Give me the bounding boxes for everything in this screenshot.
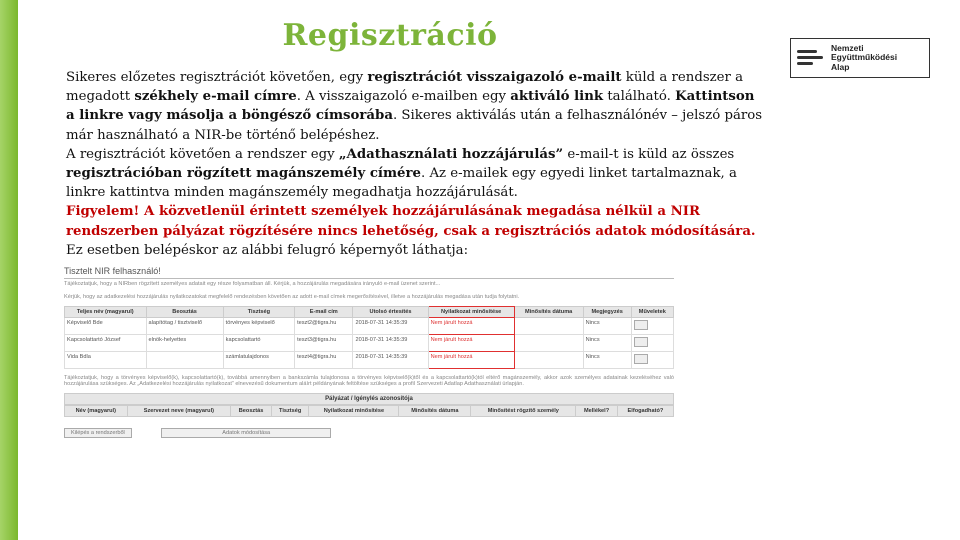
project-table: Név (magyarul) Szervezet neve (magyarul) Beosztás Tisztség Nyilatkozat minősítése Minősítés dátuma Minősítést rögzítő személy Mellékel? Elfogadható? xyxy=(64,405,674,417)
popup-intro: Ez esetben belépéskor az alábbi felugró képernyőt láthatja: xyxy=(66,242,469,258)
col-email: E-mail cím xyxy=(295,306,353,317)
logo-mark-icon xyxy=(795,44,825,72)
edit-icon[interactable] xyxy=(634,320,648,330)
col-status-date: Minősítés dátuma xyxy=(514,306,583,317)
nea-logo xyxy=(790,38,930,78)
logo-line-3: Alap xyxy=(831,61,850,72)
table-row: Képviselő Bde alapítótag / tisztviselő törvényes képviselő teszt2@tigra.hu 2018-07-31 14:35:39 Nem járult hozzá Nincs xyxy=(65,317,674,334)
popup-info-2: Kérjük, hogy az adatkezelési hozzájárulás nyilatkozatokat megfelelő rendezésben követően az adott e-mail címek megerősítésével, illetve a hozzájárulás megadása után tudja folytatni. xyxy=(64,293,520,300)
slide-body xyxy=(66,68,766,260)
col-actions: Műveletek xyxy=(631,306,673,317)
edit-icon[interactable] xyxy=(634,354,648,364)
exit-button[interactable]: Kilépés a rendszerből xyxy=(64,428,132,438)
slide-title: Regisztráció xyxy=(282,18,498,53)
col-position: Tisztség xyxy=(223,306,294,317)
table-row: Kapcsolattartó József elnök-helyettes kapcsolattartó teszt3@tigra.hu 2018-07-31 14:35:39 Nem járult hozzá Nincs xyxy=(65,334,674,351)
popup-heading: Tisztelt NIR felhasználó! xyxy=(64,266,161,276)
col-name: Teljes név (magyarul) xyxy=(65,306,147,317)
warning-text: Figyelem! A közvetlenül érintett személyek hozzájárulásának megadása nélkül a NIR rendszerben pályázat rögzítésére nincs lehetőség, csak a regisztrációs adatok módosítására. xyxy=(66,204,756,239)
logo-line-1: Nemzeti xyxy=(831,42,864,53)
accent-bar xyxy=(0,0,18,540)
modify-data-button[interactable]: Adatok módosítása xyxy=(161,428,331,438)
paragraph-consent: A regisztrációt követően a rendszer egy „Adathasználati hozzájárulás” e-mail-t is küld az összes regisztrációban rögzített magánszemély címére. Az e-mailek egy egyedi linket tartalmaznak, a linkre kattintva minden magánszemély megadhatja hozzájárulását. xyxy=(66,146,737,201)
popup-info-1: Tájékoztatjuk, hogy a NIRben rögzített személyes adatait egy része folyamatban áll. Kérjük, a hozzájárulás megadására irányuló e-mail üzenet szerint... xyxy=(64,281,441,287)
embedded-screenshot xyxy=(64,266,674,540)
col-role: Beosztás xyxy=(146,306,223,317)
table-row: Vida Bdla számlatulajdonos teszt4@tigra.hu 2018-07-31 14:35:39 Nem járult hozzá Nincs xyxy=(65,351,674,368)
paragraph-activation: Sikeres előzetes regisztrációt követően, egy regisztrációt visszaigazoló e-mailt küld a rendszer a megadott székhely e-mail címre. A visszaigazoló e-mailben egy aktiváló link található. Kattintson a linkre vagy másolja a böngésző címsorába. Sikeres aktiválás után a felhasználónév – jelszó páros már használható a NIR-be történő belépéshez. xyxy=(66,70,763,143)
logo-line-2: Együttműködési xyxy=(831,52,898,63)
col-date: Utolsó értesítés xyxy=(353,306,428,317)
edit-icon[interactable] xyxy=(634,337,648,347)
popup-info-3: Tájékoztatjuk, hogy a törvényes képviselő(k), kapcsolattartó(k), továbbá amennyiben a bankszámla tulajdonosa a törvényes képviselő(k)től és a kapcsolattartó(k)tól eltérő magánszemély, akkor azok személyes adatainak kezeléséhez való hozzájárulása szükséges. Az „Adatkezelési hozzájárulás nyilatkozat” elnevezésű dokumentum aláírt példányának feltöltése szükséges a profil Szervezeti Adatlap Adathasználati ürlapján. xyxy=(64,374,674,388)
col-note: Megjegyzés xyxy=(583,306,631,317)
col-status: Nyilatkozat minősítése xyxy=(428,306,514,317)
consent-table xyxy=(64,306,674,369)
project-id-bar: Pályázat / Igénylés azonosítója xyxy=(64,393,674,405)
